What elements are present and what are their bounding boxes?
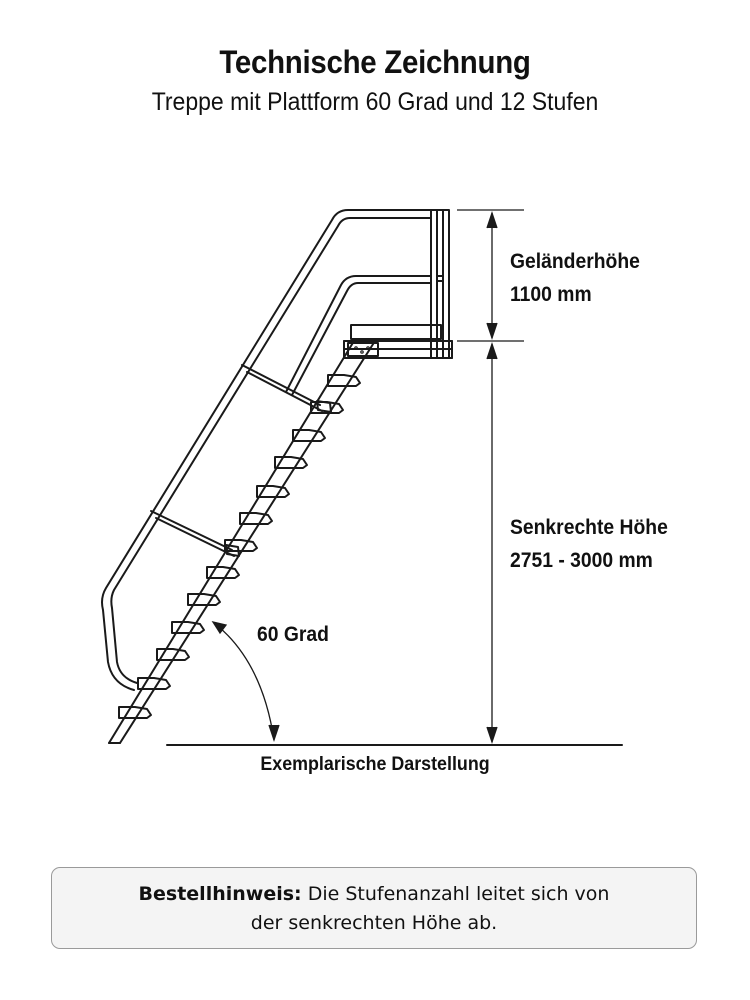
dimension-railing-height xyxy=(457,210,524,341)
drawing-caption: Exemplarische Darstellung xyxy=(260,754,490,775)
notice-line-2: der senkrechten Höhe ab. xyxy=(250,912,498,934)
platform xyxy=(344,325,452,358)
angle-label: 60 Grad xyxy=(257,623,329,646)
page-subtitle: Treppe mit Plattform 60 Grad und 12 Stufen xyxy=(151,88,599,116)
knee-rail xyxy=(286,276,431,395)
notice-line-1 xyxy=(52,880,696,909)
order-notice xyxy=(51,867,697,949)
notice-bold-label: Bestellhinweis: xyxy=(138,883,302,905)
notice-text-1: Die Stufenanzahl leitet sich von xyxy=(307,883,610,905)
page-title: Technische Zeichnung xyxy=(219,44,531,80)
vertical-height-label: Senkrechte Höhe xyxy=(510,516,668,539)
railing-height-value: 1100 mm xyxy=(510,283,592,306)
vertical-height-value: 2751 - 3000 mm xyxy=(510,549,653,572)
stair-stringer xyxy=(109,341,375,743)
railing-height-label: Geländerhöhe xyxy=(510,250,640,273)
dimension-vertical-height xyxy=(487,344,497,742)
